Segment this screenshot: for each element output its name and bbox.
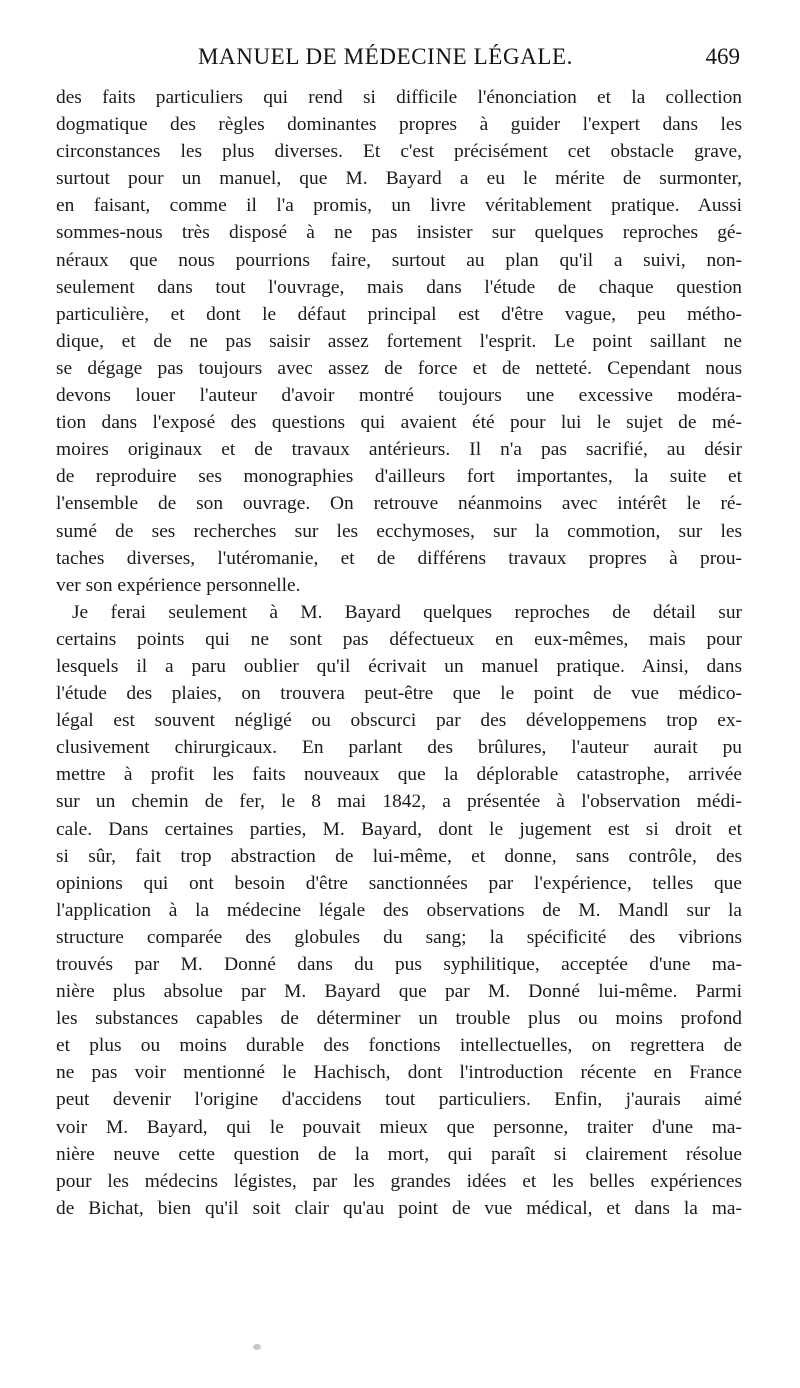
text-line: légal est souvent négligé ou obscurci par des développemens trop ex- [56, 710, 742, 732]
text-line: taches diverses, l'utéromanie, et de différens travaux propres à prou- [56, 547, 742, 569]
text-line: cale. Dans certaines parties, M. Bayard, dont le jugement est si droit et [56, 818, 742, 840]
text-line: et plus ou moins durable des fonctions intellectuelles, on regrettera de [56, 1035, 742, 1057]
text-line: l'étude des plaies, on trouvera peut-être que le point de vue médico- [56, 683, 742, 705]
printer-mark [253, 1344, 261, 1350]
text-line: moires originaux et de travaux antérieurs. Il n'a pas sacrifié, au désir [56, 439, 742, 461]
text-line: les substances capables de déterminer un trouble plus ou moins profond [56, 1008, 742, 1030]
text-line: structure comparée des globules du sang; la spécificité des vibrions [56, 926, 742, 948]
text-line: sumé de ses recherches sur les ecchymoses, sur la commotion, sur les [56, 520, 742, 542]
text-line: Je ferai seulement à M. Bayard quelques reproches de détail sur [72, 601, 742, 623]
text-line: ne pas voir mentionné le Hachisch, dont l'introduction récente en France [56, 1062, 742, 1084]
text-line: l'ensemble de son ouvrage. On retrouve néanmoins avec intérêt le ré- [56, 493, 742, 515]
text-line: particulière, et dont le défaut principal est d'être vague, peu métho- [56, 303, 742, 325]
text-line: sur un chemin de fer, le 8 mai 1842, a présentée à l'observation médi- [56, 791, 742, 813]
text-line: dique, et de ne pas saisir assez fortement l'esprit. Le point saillant ne [56, 330, 742, 352]
text-line: néraux que nous pourrions faire, surtout au plan qu'il a suivi, non- [56, 249, 742, 271]
text-line: de reproduire ses monographies d'ailleurs fort importantes, la suite et [56, 466, 742, 488]
paragraph-1 [56, 84, 742, 599]
text-line: se dégage pas toujours avec assez de force et de netteté. Cependant nous [56, 357, 742, 379]
page-number: 469 [705, 44, 740, 69]
paragraph-2 [56, 599, 742, 1222]
text-line: de Bichat, bien qu'il soit clair qu'au point de vue médical, et dans la ma- [56, 1197, 742, 1219]
text-line: sommes-nous très disposé à ne pas insister sur quelques reproches gé- [56, 222, 742, 244]
text-line: lesquels il a paru oublier qu'il écrivait un manuel pratique. Ainsi, dans [56, 655, 742, 677]
text-line: opinions qui ont besoin d'être sanctionnées par l'expérience, telles que [56, 872, 742, 894]
text-line: des faits particuliers qui rend si difficile l'énonciation et la collection [56, 87, 742, 108]
text-line: devons louer l'auteur d'avoir montré toujours une excessive modéra- [56, 385, 742, 407]
text-line: seulement dans tout l'ouvrage, mais dans l'étude de chaque question [56, 276, 742, 298]
text-line: surtout pour un manuel, que M. Bayard a eu le mérite de surmonter, [56, 168, 742, 190]
body-text [56, 84, 742, 1222]
text-line: en faisant, comme il l'a promis, un livre véritablement pratique. Aussi [56, 195, 742, 217]
text-line: certains points qui ne sont pas défectueux en eux-mêmes, mais pour [56, 628, 742, 650]
text-line: nière neuve cette question de la mort, qui paraît si clairement résolue [56, 1143, 742, 1165]
text-line: l'application à la médecine légale des observations de M. Mandl sur la [56, 899, 742, 921]
running-title: MANUEL DE MÉDECINE LÉGALE. [198, 44, 574, 69]
text-line: dogmatique des règles dominantes propres à guider l'expert dans les [56, 114, 742, 136]
text-line: pour les médecins légistes, par les grandes idées et les belles expériences [56, 1170, 742, 1192]
text-line: clusivement chirurgicaux. En parlant des brûlures, l'auteur aurait pu [56, 737, 742, 759]
text-line: si sûr, fait trop abstraction de lui-même, et donne, sans contrôle, des [56, 845, 742, 867]
text-line: circonstances les plus diverses. Et c'est précisément cet obstacle grave, [56, 141, 742, 163]
page-header [52, 38, 746, 78]
text-line: mettre à profit les faits nouveaux que la déplorable catastrophe, arrivée [56, 764, 742, 786]
text-line: trouvés par M. Donné dans du pus syphilitique, acceptée d'une ma- [56, 954, 742, 975]
text-line: voir M. Bayard, qui le pouvait mieux que personne, traiter d'une ma- [56, 1116, 742, 1138]
text-line: tion dans l'exposé des questions qui avaient été pour lui le sujet de mé- [56, 412, 742, 434]
text-line: nière plus absolue par M. Bayard que par M. Donné lui-même. Parmi [56, 981, 742, 1003]
text-line: ver son expérience personnelle. [56, 574, 301, 596]
text-line: peut devenir l'origine d'accidens tout particuliers. Enfin, j'aurais aimé [56, 1089, 742, 1111]
